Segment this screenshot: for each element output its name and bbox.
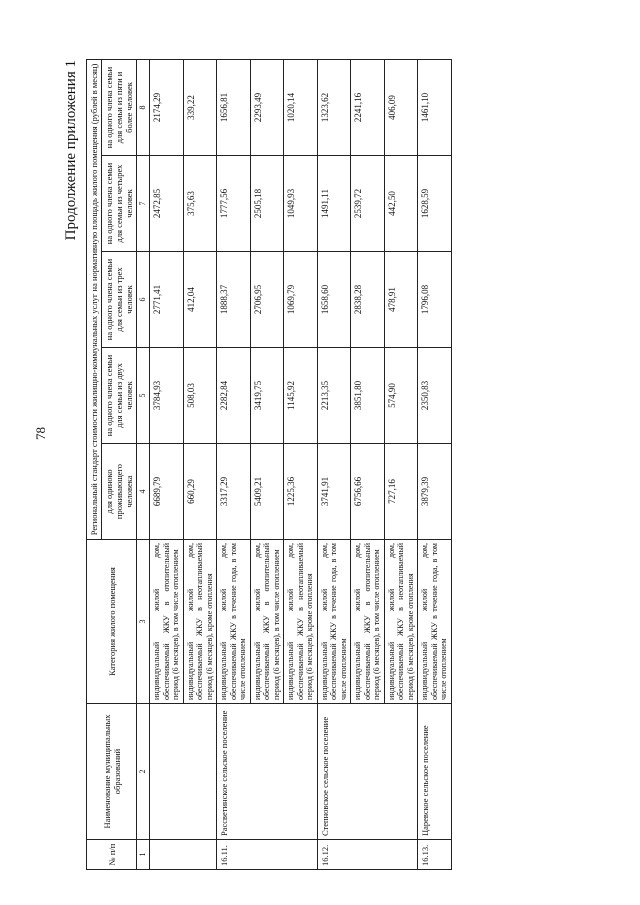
housing-standard-table <box>86 59 452 870</box>
value-family-3: 2706,95 <box>250 252 284 348</box>
value-single: 727,16 <box>384 444 418 540</box>
value-family-2: 3851,80 <box>351 348 385 444</box>
value-family-4: 442,50 <box>384 156 418 252</box>
header-municipality: Наименование муниципальных образований <box>87 704 137 840</box>
table-row <box>150 59 184 869</box>
index-cell: 4 <box>137 444 150 540</box>
table-row <box>317 59 351 869</box>
index-cell: 3 <box>137 540 150 704</box>
value-family-2: 2282,84 <box>217 348 251 444</box>
index-row <box>137 59 150 869</box>
value-family-3: 412,04 <box>183 252 217 348</box>
value-family-5: 2174,29 <box>150 59 184 155</box>
value-family-3: 1069,79 <box>284 252 318 348</box>
category-description: индивидуальный жилой дом, обеспечиваемый ЖКУ в течение года, в том числе отоплением <box>217 540 251 704</box>
value-family-4: 1777,56 <box>217 156 251 252</box>
value-family-4: 375,63 <box>183 156 217 252</box>
value-family-2: 508,03 <box>183 348 217 444</box>
category-description: индивидуальный жилой дом, обеспечиваемый ЖКУ в отопительный период (6 месяцев), в том числе отоплением <box>351 540 385 704</box>
category-description: индивидуальный жилой дом, обеспечиваемый ЖКУ в неотапливаемый период (6 месяцев), кроме отопления <box>183 540 217 704</box>
municipality-name: Царевское сельское поселение <box>418 704 452 840</box>
header-col-family-5: на одного члена семьи для семьи из пяти и более человек <box>102 59 137 155</box>
row-number: 16.13. <box>418 840 452 870</box>
value-family-2: 1145,92 <box>284 348 318 444</box>
value-family-2: 3784,93 <box>150 348 184 444</box>
index-cell: 5 <box>137 348 150 444</box>
index-cell: 7 <box>137 156 150 252</box>
value-single: 660,29 <box>183 444 217 540</box>
row-number: 16.11. <box>217 840 318 870</box>
value-family-4: 2472,85 <box>150 156 184 252</box>
appendix-label: Продолжение приложения 1 <box>63 60 79 241</box>
value-single: 6689,79 <box>150 444 184 540</box>
value-family-5: 339,22 <box>183 59 217 155</box>
value-single: 1225,36 <box>284 444 318 540</box>
municipality-name: Степновское сельское поселение <box>317 704 418 840</box>
index-cell: 8 <box>137 59 150 155</box>
value-family-3: 478,91 <box>384 252 418 348</box>
table-row <box>217 59 251 869</box>
value-family-5: 2293,49 <box>250 59 284 155</box>
value-single: 3741,91 <box>317 444 351 540</box>
rotated-page-content <box>62 60 632 870</box>
header-no: № п/п <box>87 840 137 870</box>
value-family-5: 1323,62 <box>317 59 351 155</box>
value-family-3: 1658,60 <box>317 252 351 348</box>
value-family-5: 1020,14 <box>284 59 318 155</box>
category-description: индивидуальный жилой дом, обеспечиваемый ЖКУ в отопительный период (6 месяцев), в том числе отоплением <box>250 540 284 704</box>
value-single: 3879,39 <box>418 444 452 540</box>
value-single: 6756,66 <box>351 444 385 540</box>
category-description: индивидуальный жилой дом, обеспечиваемый ЖКУ в течение года, в том числе отоплением <box>317 540 351 704</box>
value-family-4: 1049,93 <box>284 156 318 252</box>
municipality-name: Рассветинское сельское поселение <box>217 704 318 840</box>
header-row-1 <box>87 59 102 869</box>
value-family-2: 3419,75 <box>250 348 284 444</box>
category-description: индивидуальный жилой дом, обеспечиваемый ЖКУ в отопительный период (6 месяцев), в том числе отоплением <box>150 540 184 704</box>
value-single: 3317,29 <box>217 444 251 540</box>
value-family-3: 1888,37 <box>217 252 251 348</box>
value-family-3: 2838,28 <box>351 252 385 348</box>
header-standard: Региональный стандарт стоимости жилищно-коммунальных услуг на нормативную площадь жилого помещения (рублей в месяц) <box>87 59 102 539</box>
value-family-3: 2771,41 <box>150 252 184 348</box>
value-family-5: 1461,10 <box>418 59 452 155</box>
category-description: индивидуальный жилой дом, обеспечиваемый ЖКУ в течение года, в том числе отоплением <box>418 540 452 704</box>
header-col-family-2: на одного члена семьи для семьи из двух человек <box>102 348 137 444</box>
value-family-5: 1656,81 <box>217 59 251 155</box>
header-col-family-4: на одного члена семьи для семьи из четырех человек <box>102 156 137 252</box>
header-col-family-3: на одного члена семьи для семьи из трех человек <box>102 252 137 348</box>
value-family-5: 406,09 <box>384 59 418 155</box>
value-family-4: 2539,72 <box>351 156 385 252</box>
value-single: 5409,21 <box>250 444 284 540</box>
value-family-4: 1628,59 <box>418 156 452 252</box>
page-number: 78 <box>33 427 48 440</box>
value-family-4: 1491,11 <box>317 156 351 252</box>
value-family-2: 2350,83 <box>418 348 452 444</box>
row-number <box>150 840 217 870</box>
table-row <box>418 59 452 869</box>
value-family-2: 2213,35 <box>317 348 351 444</box>
row-number: 16.12. <box>317 840 418 870</box>
header-col-single: для одиноко проживающего человека <box>102 444 137 540</box>
index-cell: 2 <box>137 704 150 840</box>
municipality-name <box>150 704 217 840</box>
category-description: индивидуальный жилой дом, обеспечиваемый ЖКУ в неотапливаемый период (6 месяцев), кроме отопления <box>384 540 418 704</box>
value-family-5: 2241,16 <box>351 59 385 155</box>
value-family-2: 574,90 <box>384 348 418 444</box>
index-cell: 1 <box>137 840 150 870</box>
value-family-4: 2505,18 <box>250 156 284 252</box>
category-description: индивидуальный жилой дом, обеспечиваемый ЖКУ в неотапливаемый период (6 месяцев), кроме отопления <box>284 540 318 704</box>
index-cell: 6 <box>137 252 150 348</box>
header-category: Категория жилого помещения <box>87 540 137 704</box>
value-family-3: 1796,08 <box>418 252 452 348</box>
